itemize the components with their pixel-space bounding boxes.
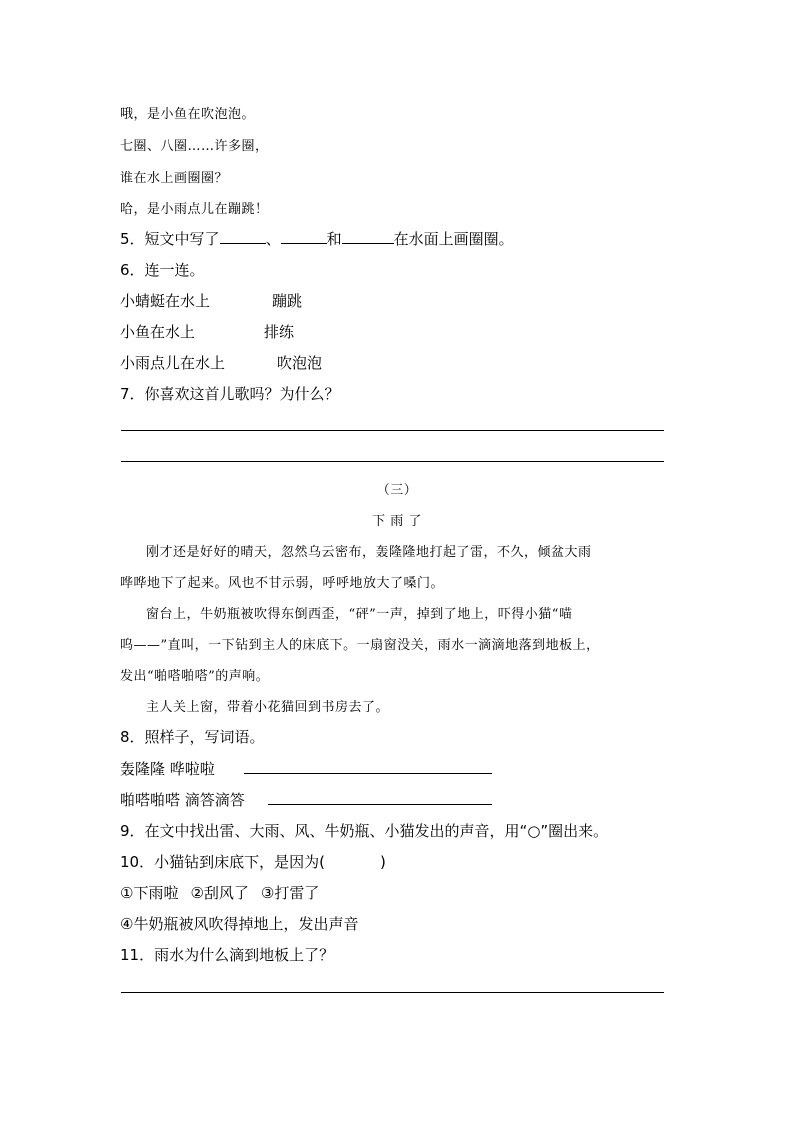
story-p2-line-2: 呜——”直叫，一下钻到主人的床底下。一扇窗没关，雨水一滴滴地落到地板上， [120,638,600,653]
question-8-title: 8．照样子，写词语。 [120,728,265,746]
q8-example-1: 轰隆隆 哗啦啦 [120,760,215,778]
section-title: 下 雨 了 [372,514,422,529]
q10-option-2: ②刮风了 [190,884,249,902]
q5-blank-2[interactable] [281,229,327,244]
q6-left-2: 小鱼在水上 [120,323,196,341]
q8-example-2: 啪嗒啪嗒 滴答滴答 [120,791,245,809]
q6-right-3: 吹泡泡 [277,354,323,372]
q5-blank-1[interactable] [220,229,266,244]
q10-options-row [120,882,319,903]
q5-sep-1: 、 [265,230,281,248]
q10-text: 10．小猫钻到床底下，是因为( [120,853,325,871]
q6-right-2: 排练 [264,323,295,341]
q6-left-3: 小雨点儿在水上 [120,354,226,372]
section-label: （三） [376,483,418,498]
q8-answer-line-1[interactable] [244,773,492,774]
q10-option-1: ①下雨啦 [120,884,179,902]
q10-option-3: ③打雷了 [260,884,320,902]
poem-line-1: 哦，是小鱼在吹泡泡。 [120,107,256,122]
q10-option-4: ④牛奶瓶被风吹得掉地上，发出声音 [120,915,359,933]
story-p2-line-3: 发出“啪嗒啪嗒”的声响。 [120,669,270,684]
question-7: 7．你喜欢这首儿歌吗？为什么？ [120,385,340,403]
q5-sep-2: 和 [326,230,342,248]
question-10 [120,851,386,872]
story-p3-line-1: 主人关上窗，带着小花猫回到书房去了。 [146,700,390,715]
q11-answer-line[interactable] [121,992,664,993]
q6-left-1: 小蜻蜓在水上 [120,292,211,310]
poem-line-2: 七圈、八圈……许多圈， [120,139,269,154]
q6-right-1: 蹦跳 [272,292,303,310]
story-p1-line-1: 刚才还是好好的晴天，忽然乌云密布，轰隆隆地打起了雷，不久，倾盆大雨 [146,545,592,560]
q10-close-paren: ) [379,853,386,871]
q8-answer-line-2[interactable] [268,804,492,805]
q5-suffix: 在水面上画圈圈。 [393,230,514,248]
q5-prefix: 短文中写了 [144,230,220,248]
question-6-title: 6．连一连。 [120,261,205,279]
poem-line-3: 谁在水上画圈圈？ [120,171,229,186]
q5-blank-3[interactable] [342,229,394,244]
q5-number: 5． [120,230,145,248]
story-p1-line-2: 哗哗地下了起来。风也不甘示弱，呼呼地放大了嗓门。 [120,576,445,591]
q7-answer-line-2[interactable] [121,461,664,462]
story-p2-line-1: 窗台上，牛奶瓶被吹得东倒西歪，“砰”一声，掉到了地上，吓得小猫“喵 [146,607,573,622]
question-5 [120,228,514,249]
question-11: 11．雨水为什么滴到地板上了？ [120,946,335,964]
question-9: 9．在文中找出雷、大雨、风、牛奶瓶、小猫发出的声音，用“○”圈出来。 [120,822,609,840]
q7-answer-line-1[interactable] [121,430,664,431]
poem-line-4: 哈，是小雨点儿在蹦跳！ [120,202,269,217]
